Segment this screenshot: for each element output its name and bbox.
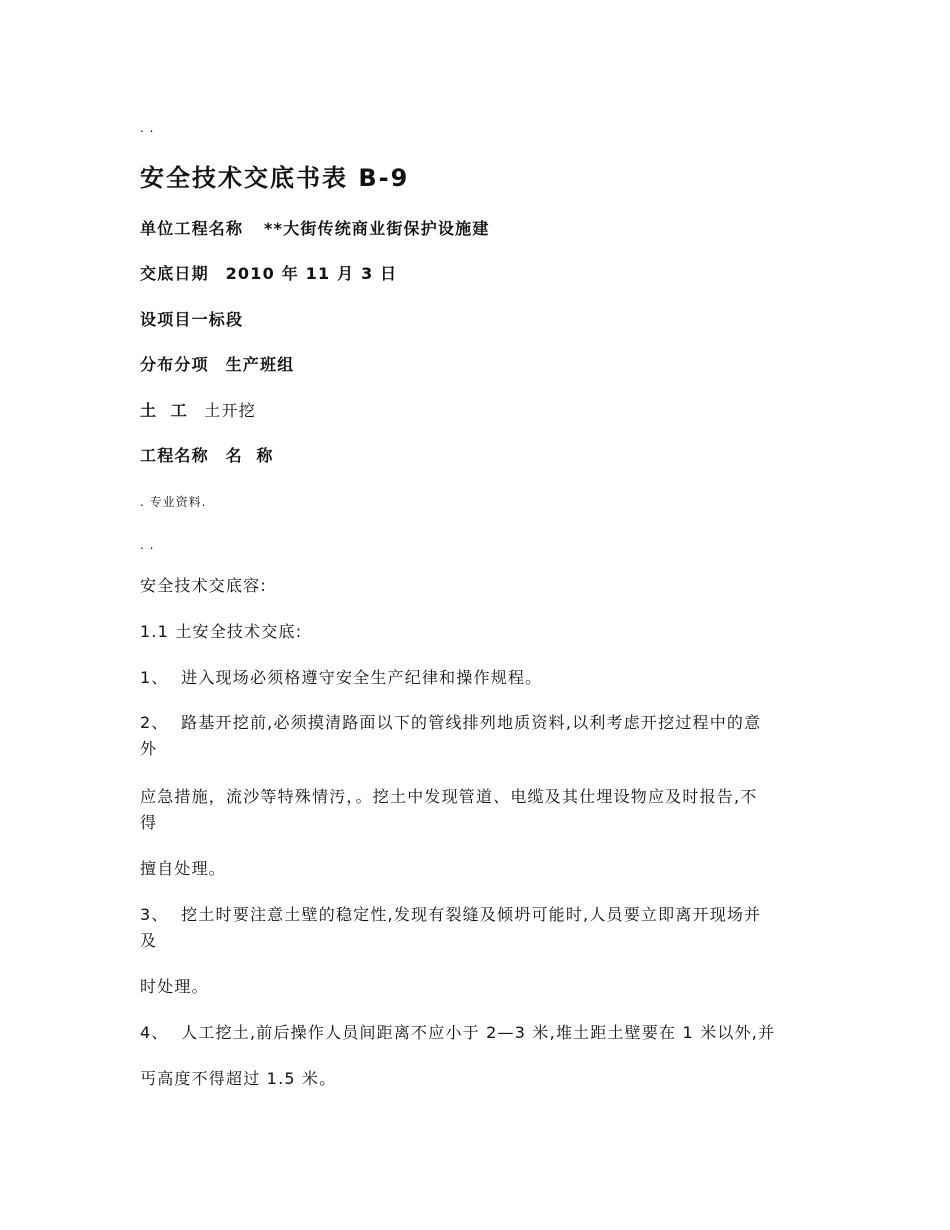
subitem-row [140, 355, 294, 375]
list-item: 2、 路基开挖前,必须摸清路面以下的管线排列地质资料,以利考虑开挖过程中的意 [140, 713, 762, 732]
subitem-label: 分布分项 [140, 355, 209, 374]
earthwork-label: 土 工 [140, 401, 188, 420]
list-item: 4、 人工挖土,前后操作人员间距离不应小于 2—3 米,堆土距土壁要在 1 米以外,并 [140, 1023, 776, 1042]
list-item: 3、 挖土时要注意土壁的稳定性,发现有裂缝及倾坍可能时,人员要立即离开现场并 [140, 905, 762, 924]
earthwork-row [140, 401, 256, 421]
top-marker: . . [140, 121, 155, 135]
team-label: 生产班组 [225, 355, 295, 374]
unit-project-row [140, 219, 490, 239]
earthwork-value: 土开挖 [204, 401, 256, 420]
project-name-label: 工程名称 [140, 446, 209, 465]
page-title: 安全技术交底书表 B-9 [140, 164, 410, 192]
list-item-wrap: 得 [140, 813, 158, 832]
name-label: 名 称 [225, 446, 274, 465]
list-item-wrap: 外 [140, 739, 158, 758]
section-row: 设项目一标段 [140, 310, 244, 329]
unit-project-value: **大街传统商业街保护设施建 [263, 219, 490, 238]
list-item: 擅自处理。 [140, 859, 227, 878]
list-item: 时处理。 [140, 977, 209, 996]
list-item: 1、 进入现场必须格遵守安全生产纪律和操作规程。 [140, 668, 543, 687]
date-row [140, 264, 397, 284]
list-item: 应急措施，流沙等特殊情汚，。挖土中发现管道、电缆及其仕埋设物应及时报告,不 [140, 787, 758, 806]
content-heading: 安全技术交底容: [140, 576, 267, 595]
second-marker: . . [140, 538, 155, 552]
project-name-row [140, 446, 274, 466]
footer-note: . 专业资料. [140, 495, 207, 509]
date-label: 交底日期 [140, 264, 209, 283]
date-value: 2010 年 11 月 3 日 [225, 264, 398, 283]
list-item-wrap: 及 [140, 931, 158, 950]
list-item: 丐高度不得超过 1.5 米。 [140, 1069, 337, 1088]
unit-project-label: 单位工程名称 [140, 219, 244, 238]
sub-heading: 1.1 土安全技术交底: [140, 622, 303, 641]
